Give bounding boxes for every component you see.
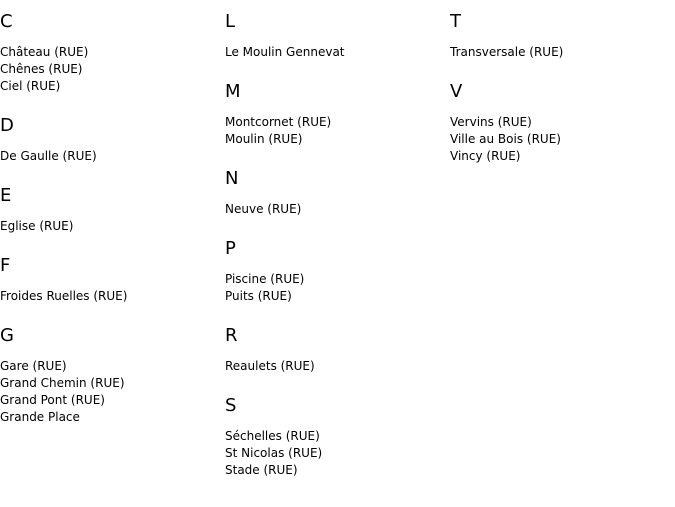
letter-heading: M [225, 81, 241, 102]
letter-heading: N [225, 168, 239, 189]
street-list [225, 44, 445, 61]
street-link-chenes-rue[interactable]: Chênes (RUE) [0, 62, 83, 76]
street-list-item [225, 428, 445, 445]
street-list-item [225, 201, 445, 218]
street-list [225, 114, 445, 148]
street-list [0, 358, 220, 426]
street-link-gare-rue[interactable]: Gare (RUE) [0, 359, 67, 373]
street-column [225, 12, 445, 500]
letter-group-c [0, 12, 220, 95]
street-link-vincy-rue[interactable]: Vincy (RUE) [450, 149, 521, 163]
street-list-item [225, 445, 445, 462]
street-list-item [0, 218, 220, 235]
street-list [225, 428, 445, 479]
letter-heading: T [450, 11, 461, 32]
street-link-de-gaulle-rue[interactable]: De Gaulle (RUE) [0, 149, 97, 163]
street-list [0, 44, 220, 95]
letter-heading: S [225, 395, 237, 416]
street-list-item [0, 78, 220, 95]
letter-group-n [225, 169, 445, 218]
street-column [0, 12, 220, 447]
street-list [450, 44, 670, 61]
letter-group-v [450, 82, 670, 165]
street-list [450, 114, 670, 165]
letter-group-t [450, 12, 670, 61]
street-list-item [450, 44, 670, 61]
letter-group-e [0, 186, 220, 235]
street-link-puits-rue[interactable]: Puits (RUE) [225, 289, 292, 303]
street-link-piscine-rue[interactable]: Piscine (RUE) [225, 272, 305, 286]
street-list-item [0, 61, 220, 78]
street-link-sechelles-rue[interactable]: Séchelles (RUE) [225, 429, 320, 443]
street-link-ciel-rue[interactable]: Ciel (RUE) [0, 79, 61, 93]
street-list-item [225, 288, 445, 305]
letter-heading: E [0, 185, 12, 206]
street-list [0, 218, 220, 235]
street-list-item [0, 288, 220, 305]
street-link-vervins-rue[interactable]: Vervins (RUE) [450, 115, 532, 129]
letter-heading: L [225, 11, 236, 32]
street-link-st-nicolas-rue[interactable]: St Nicolas (RUE) [225, 446, 323, 460]
letter-heading: G [0, 325, 14, 346]
street-column [450, 12, 670, 186]
letter-heading: F [0, 255, 11, 276]
street-list-item [0, 392, 220, 409]
street-link-froides-ruelles-rue[interactable]: Froides Ruelles (RUE) [0, 289, 128, 303]
street-link-reaulets-rue[interactable]: Reaulets (RUE) [225, 359, 315, 373]
street-list-item [0, 358, 220, 375]
street-list-item [0, 409, 220, 426]
street-list-item [0, 148, 220, 165]
street-list-item [225, 462, 445, 479]
letter-group-p [225, 239, 445, 305]
letter-group-d [0, 116, 220, 165]
street-list-item [225, 358, 445, 375]
street-list-item [450, 131, 670, 148]
letter-heading: R [225, 325, 238, 346]
street-list-item [450, 148, 670, 165]
street-list-item [225, 44, 445, 61]
street-list-item [225, 114, 445, 131]
letter-heading: P [225, 238, 236, 259]
street-link-grand-pont-rue[interactable]: Grand Pont (RUE) [0, 393, 105, 407]
street-list [225, 358, 445, 375]
street-link-moulin-rue[interactable]: Moulin (RUE) [225, 132, 303, 146]
letter-group-r [225, 326, 445, 375]
street-list [0, 148, 220, 165]
street-list [225, 201, 445, 218]
street-link-ville-au-bois-rue[interactable]: Ville au Bois (RUE) [450, 132, 561, 146]
street-link-stade-rue[interactable]: Stade (RUE) [225, 463, 298, 477]
street-list [0, 288, 220, 305]
street-list-item [225, 131, 445, 148]
street-link-le-moulin-gennevat[interactable]: Le Moulin Gennevat [225, 45, 345, 59]
street-link-eglise-rue[interactable]: Eglise (RUE) [0, 219, 74, 233]
street-list-item [0, 375, 220, 392]
street-link-chateau-rue[interactable]: Château (RUE) [0, 45, 89, 59]
letter-group-s [225, 396, 445, 479]
street-link-grande-place[interactable]: Grande Place [0, 410, 80, 424]
letter-group-m [225, 82, 445, 148]
street-list-item [225, 271, 445, 288]
street-link-neuve-rue[interactable]: Neuve (RUE) [225, 202, 302, 216]
street-list [225, 271, 445, 305]
letter-group-f [0, 256, 220, 305]
letter-heading: C [0, 11, 13, 32]
street-link-grand-chemin-rue[interactable]: Grand Chemin (RUE) [0, 376, 125, 390]
street-link-montcornet-rue[interactable]: Montcornet (RUE) [225, 115, 332, 129]
letter-group-g [0, 326, 220, 426]
letter-heading: V [450, 81, 463, 102]
street-list-item [0, 44, 220, 61]
street-list-item [450, 114, 670, 131]
street-link-transversale-rue[interactable]: Transversale (RUE) [450, 45, 564, 59]
letter-heading: D [0, 115, 14, 136]
letter-group-l [225, 12, 445, 61]
